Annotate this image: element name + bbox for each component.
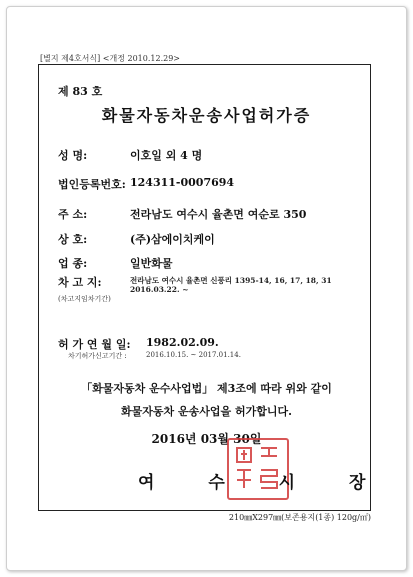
permit-date-label: 허 가 연 월 일: (58, 338, 131, 351)
statement-line-2: 화물자동차 운송사업을 허가합니다. (121, 405, 292, 418)
industry-label: 업 종: (58, 257, 88, 270)
document-number: 제 83 호 (58, 85, 103, 98)
paper-spec-footer: 210㎜X297㎜(보존용지(1종) 120g/㎡) (228, 513, 371, 522)
issuer-name: 여 수 시 장 (138, 473, 390, 493)
form-note: [별지 제4호서식] <개정 2010.12.29> (40, 54, 180, 63)
corp-number-label: 법인등록번호: (58, 178, 126, 191)
address-value: 전라남도 여수시 율촌면 여순로 350 (130, 208, 307, 221)
report-period-value: 2016.10.15. ~ 2017.01.14. (146, 351, 241, 359)
corp-number-value: 124311-0007694 (130, 176, 235, 189)
statement-line-1: 「화물자동차 운수사업법」 제3조에 따라 위와 같이 (81, 382, 332, 395)
report-period-label: 차기허가신고기간 : (68, 352, 127, 360)
issue-date: 2016년 03월 30일 (151, 432, 262, 446)
address-label: 주 소: (58, 208, 88, 221)
industry-value: 일반화물 (130, 257, 173, 270)
garage-label: 차 고 지: (58, 276, 102, 289)
garage-period: 2016.03.22. ~ (130, 285, 189, 294)
garage-value: 전라남도 여수시 율촌면 신풍리 1395-14, 16, 17, 18, 31 (130, 276, 332, 285)
certificate-title: 화물자동차운송사업허가증 (101, 106, 312, 125)
company-label: 상 호: (58, 233, 88, 246)
name-label: 성 명: (58, 149, 88, 162)
permit-date-value: 1982.02.09. (146, 336, 219, 349)
garage-period-label: (차고지임차기간) (58, 295, 111, 303)
name-value: 이호일 외 4 명 (130, 149, 203, 162)
company-value: (주)삼에이치케이 (130, 233, 215, 246)
